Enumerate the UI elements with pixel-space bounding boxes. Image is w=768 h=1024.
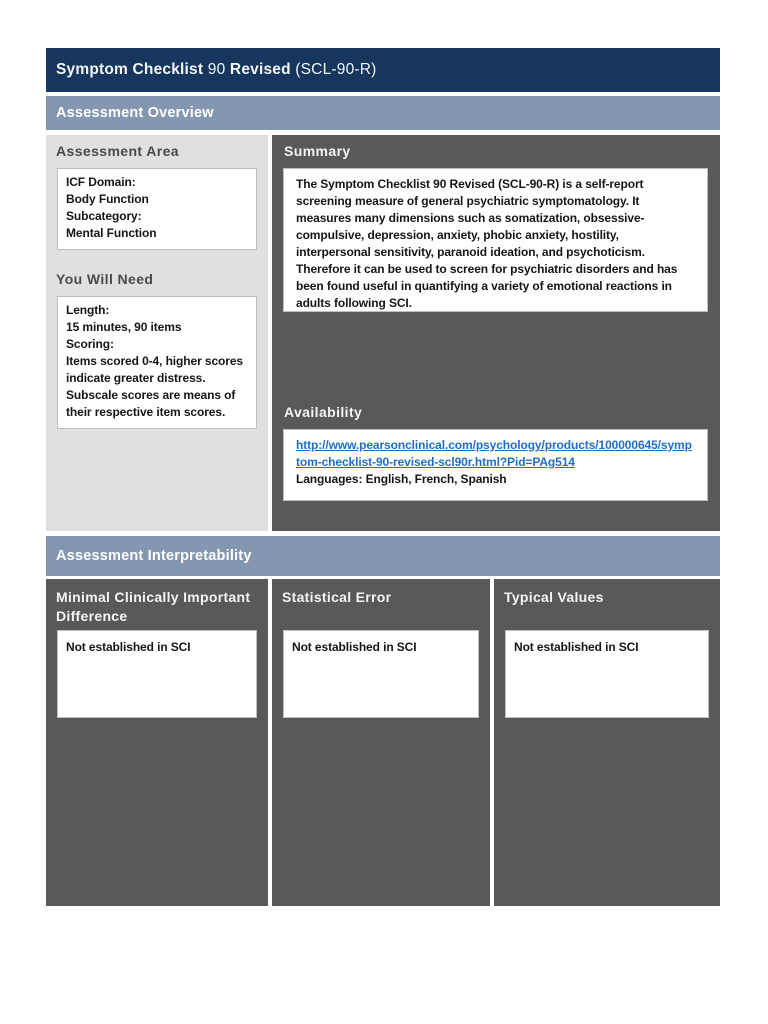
- typical-values-value-box: Not established in SCI: [505, 630, 709, 718]
- interpretability-row: [46, 579, 720, 906]
- summary-box: The Symptom Checklist 90 Revised (SCL-90-R) is a self-report screening measure of general psychiatric symptomatology. It measures many dimensions such as somatization, obsessive-compulsive, depression, anxiety, phobic anxiety, hostility, interpersonal sensitivity, paranoid ideation, and psychoticism. Therefore it can be used to screen for psychiatric disorders and has been found useful in quantifying a variety of emotional reactions in adults following SCI.: [283, 168, 708, 312]
- title-part-2: 90: [207, 61, 230, 78]
- assessment-area-panel: [46, 135, 268, 531]
- typical-values-column: [494, 579, 720, 906]
- length-value: 15 minutes, 90 items: [66, 320, 182, 334]
- mcid-heading: Minimal Clinically Important Difference: [56, 589, 251, 624]
- assessment-overview-label: Assessment Overview: [56, 105, 214, 121]
- section-bar-assessment-interpretability: [46, 536, 720, 576]
- statistical-error-value-box: Not established in SCI: [283, 630, 479, 718]
- typical-values-heading: Typical Values: [504, 589, 604, 605]
- section-bar-assessment-overview: [46, 96, 720, 130]
- title-part-1: Symptom Checklist: [56, 61, 208, 78]
- document-content: [46, 48, 720, 906]
- length-label: Length:: [66, 303, 110, 317]
- statistical-error-heading: Statistical Error: [282, 589, 392, 605]
- overview-row: [46, 135, 720, 531]
- summary-panel: [272, 135, 720, 531]
- subcategory-value: Mental Function: [66, 226, 157, 240]
- you-will-need-heading: You Will Need: [56, 271, 154, 287]
- availability-url-link[interactable]: http://www.pearsonclinical.com/psychology/products/100000645/symptom-checklist-90-revised-scl90r.html?Pid=PAg514: [296, 438, 692, 469]
- document-title: [56, 61, 377, 79]
- subcategory-label: Subcategory:: [66, 209, 142, 223]
- icf-domain-label: ICF Domain:: [66, 175, 136, 189]
- scoring-value: Items scored 0-4, higher scores indicate greater distress. Subscale scores are means of their respective item scores.: [66, 354, 243, 419]
- scoring-label: Scoring:: [66, 337, 114, 351]
- availability-languages: Languages: English, French, Spanish: [296, 472, 507, 486]
- you-will-need-box: [57, 296, 257, 429]
- availability-heading: Availability: [284, 404, 363, 420]
- summary-heading: Summary: [284, 143, 351, 159]
- assessment-interpretability-label: Assessment Interpretability: [56, 548, 252, 564]
- title-part-3: Revised: [229, 61, 296, 78]
- statistical-error-column: [272, 579, 490, 906]
- title-part-4: (SCL-90-R): [295, 61, 377, 78]
- mcid-column: [46, 579, 268, 906]
- assessment-area-heading: Assessment Area: [56, 143, 179, 159]
- assessment-area-box: [57, 168, 257, 250]
- availability-box: [283, 429, 708, 501]
- document-title-bar: [46, 48, 720, 92]
- mcid-value-box: Not established in SCI: [57, 630, 257, 718]
- icf-domain-value: Body Function: [66, 192, 149, 206]
